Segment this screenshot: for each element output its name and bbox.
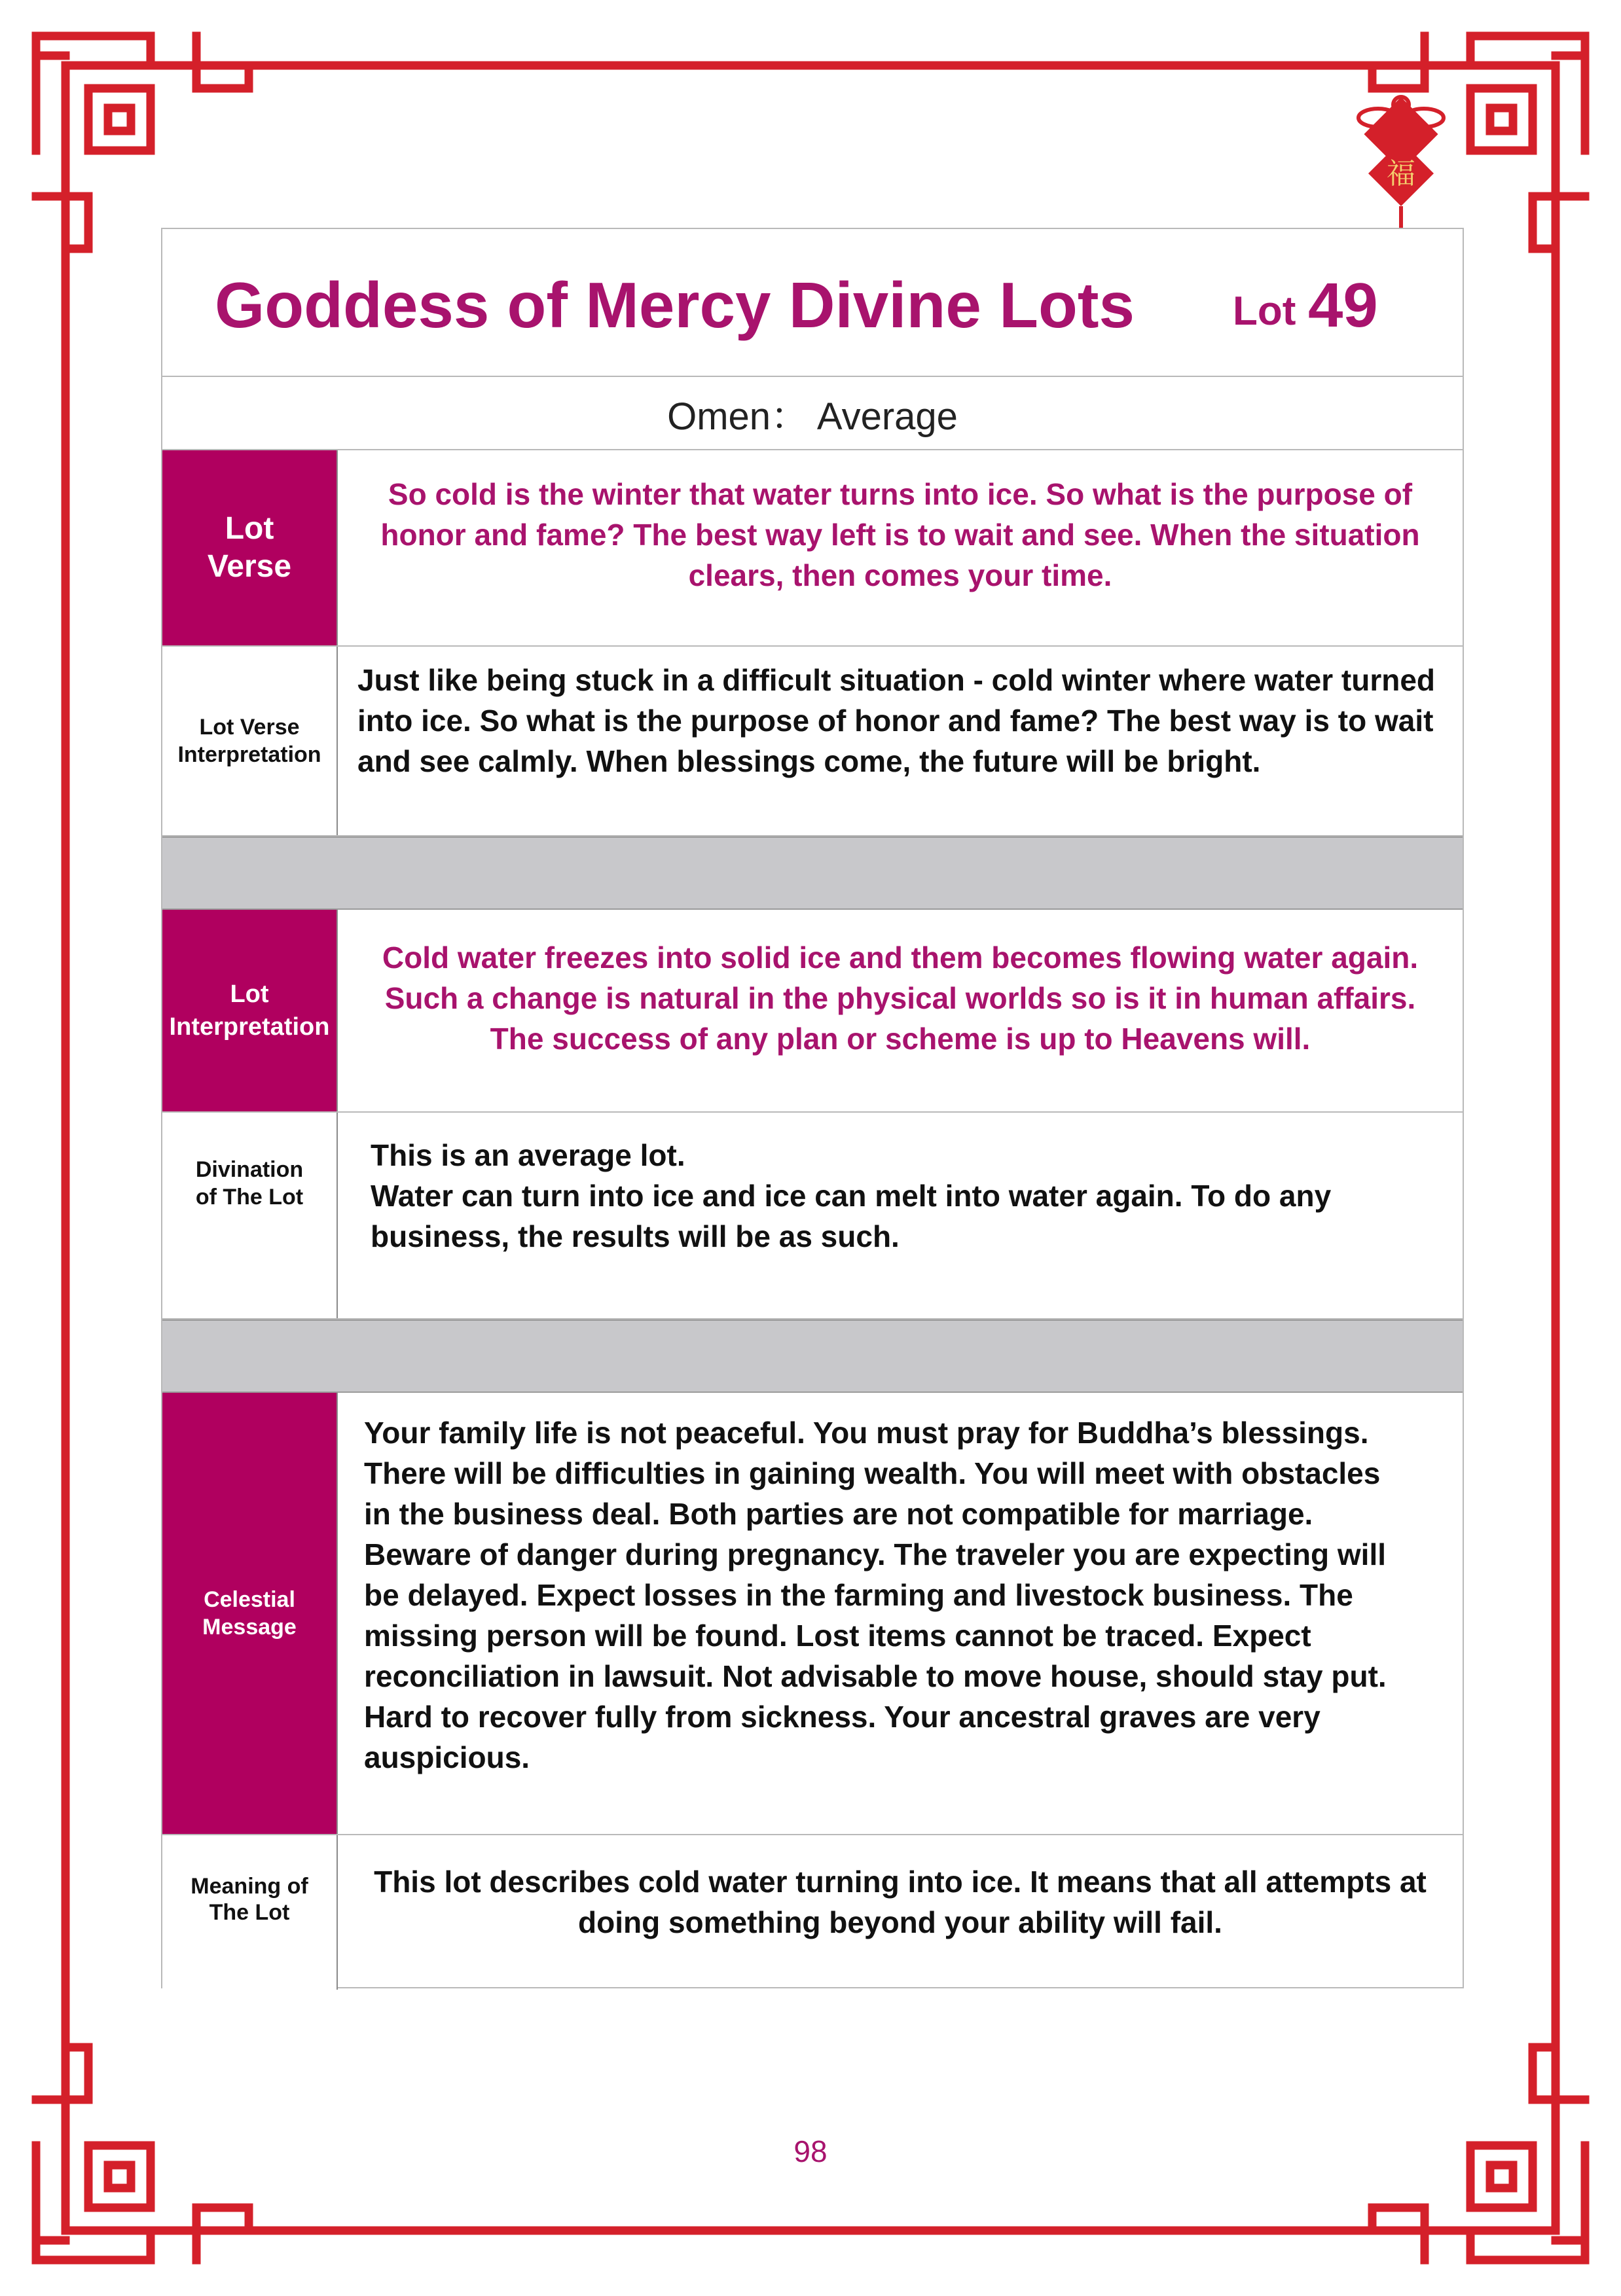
section-divider — [162, 836, 1463, 910]
page-title: Goddess of Mercy Divine Lots — [215, 269, 1135, 341]
lot-interpretation-label: Lot Interpretation — [162, 910, 338, 1111]
divination-label: Divination of The Lot — [162, 1113, 338, 1318]
celestial-message-row — [162, 1393, 1463, 1835]
page-number: 98 — [793, 2134, 828, 2168]
verse-interpretation-cell — [338, 647, 1463, 835]
lot-verse-text: So cold is the winter that water turns into ice. So what is the purpose of honor and fame? The best way left is to wait and see. When the situation clears, then comes your time. — [380, 477, 1420, 592]
lot-interpretation-row — [162, 910, 1463, 1113]
divination-cell — [338, 1113, 1463, 1318]
divination-line-2: Water can turn into ice and ice can melt into water again. To do any business, the results will be as such. — [371, 1179, 1332, 1253]
verse-interpretation-label: Lot Verse Interpretation — [162, 647, 338, 835]
verse-interpretation-text: Just like being stuck in a difficult situation - cold winter where water turned into ice. So what is the purpose of honor and fame? The best way is to wait and see calmly. When blessings come, the future will be bright. — [357, 663, 1436, 778]
celestial-message-label: Celestial Message — [162, 1393, 338, 1834]
celestial-message-cell — [338, 1393, 1463, 1834]
lot-interpretation-text: Cold water freezes into solid ice and them becomes flowing water again. Such a change is natural in the physical worlds so is it in human affairs. The success of any plan or scheme is up to Heavens will. — [382, 941, 1419, 1056]
lot-interpretation-cell — [338, 910, 1463, 1111]
lot-label: Lot — [1233, 289, 1296, 334]
meaning-cell — [338, 1835, 1463, 1990]
omen-row — [162, 377, 1463, 450]
title-row — [162, 229, 1463, 377]
lot-verse-row — [162, 450, 1463, 647]
divination-line-1: This is an average lot. — [371, 1138, 685, 1172]
celestial-message-text: Your family life is not peaceful. You must pray for Buddha’s blessings. There will be difficulties in gaining wealth. You will meet with obstacles in the business deal. Both parties are not compatible for marriage. Beware of danger during pregnancy. The traveler you are expecting will be delayed. Expect losses in the farming and livestock business. The missing person will be found. Lost items cannot be traced. Expect reconciliation in lawsuit. Not advisable to move house, should stay put. Hard to recover fully from sickness. Your ancestral graves are very auspicious. — [364, 1416, 1387, 1774]
meaning-row — [162, 1835, 1463, 1990]
meaning-label: Meaning of The Lot — [162, 1835, 338, 1990]
section-divider-2 — [162, 1319, 1463, 1393]
verse-interpretation-row — [162, 647, 1463, 836]
fu-character: 福 — [1387, 157, 1415, 190]
divination-row — [162, 1113, 1463, 1319]
lot-number: 49 — [1308, 270, 1378, 340]
lot-verse-cell — [338, 450, 1463, 645]
omen-text: Omen： Average — [667, 395, 958, 438]
meaning-text: This lot describes cold water turning into ice. It means that all attempts at doing something beyond your ability will fail. — [374, 1865, 1427, 1939]
lot-verse-label: Lot Verse — [162, 450, 338, 645]
lot-card — [161, 228, 1464, 1988]
